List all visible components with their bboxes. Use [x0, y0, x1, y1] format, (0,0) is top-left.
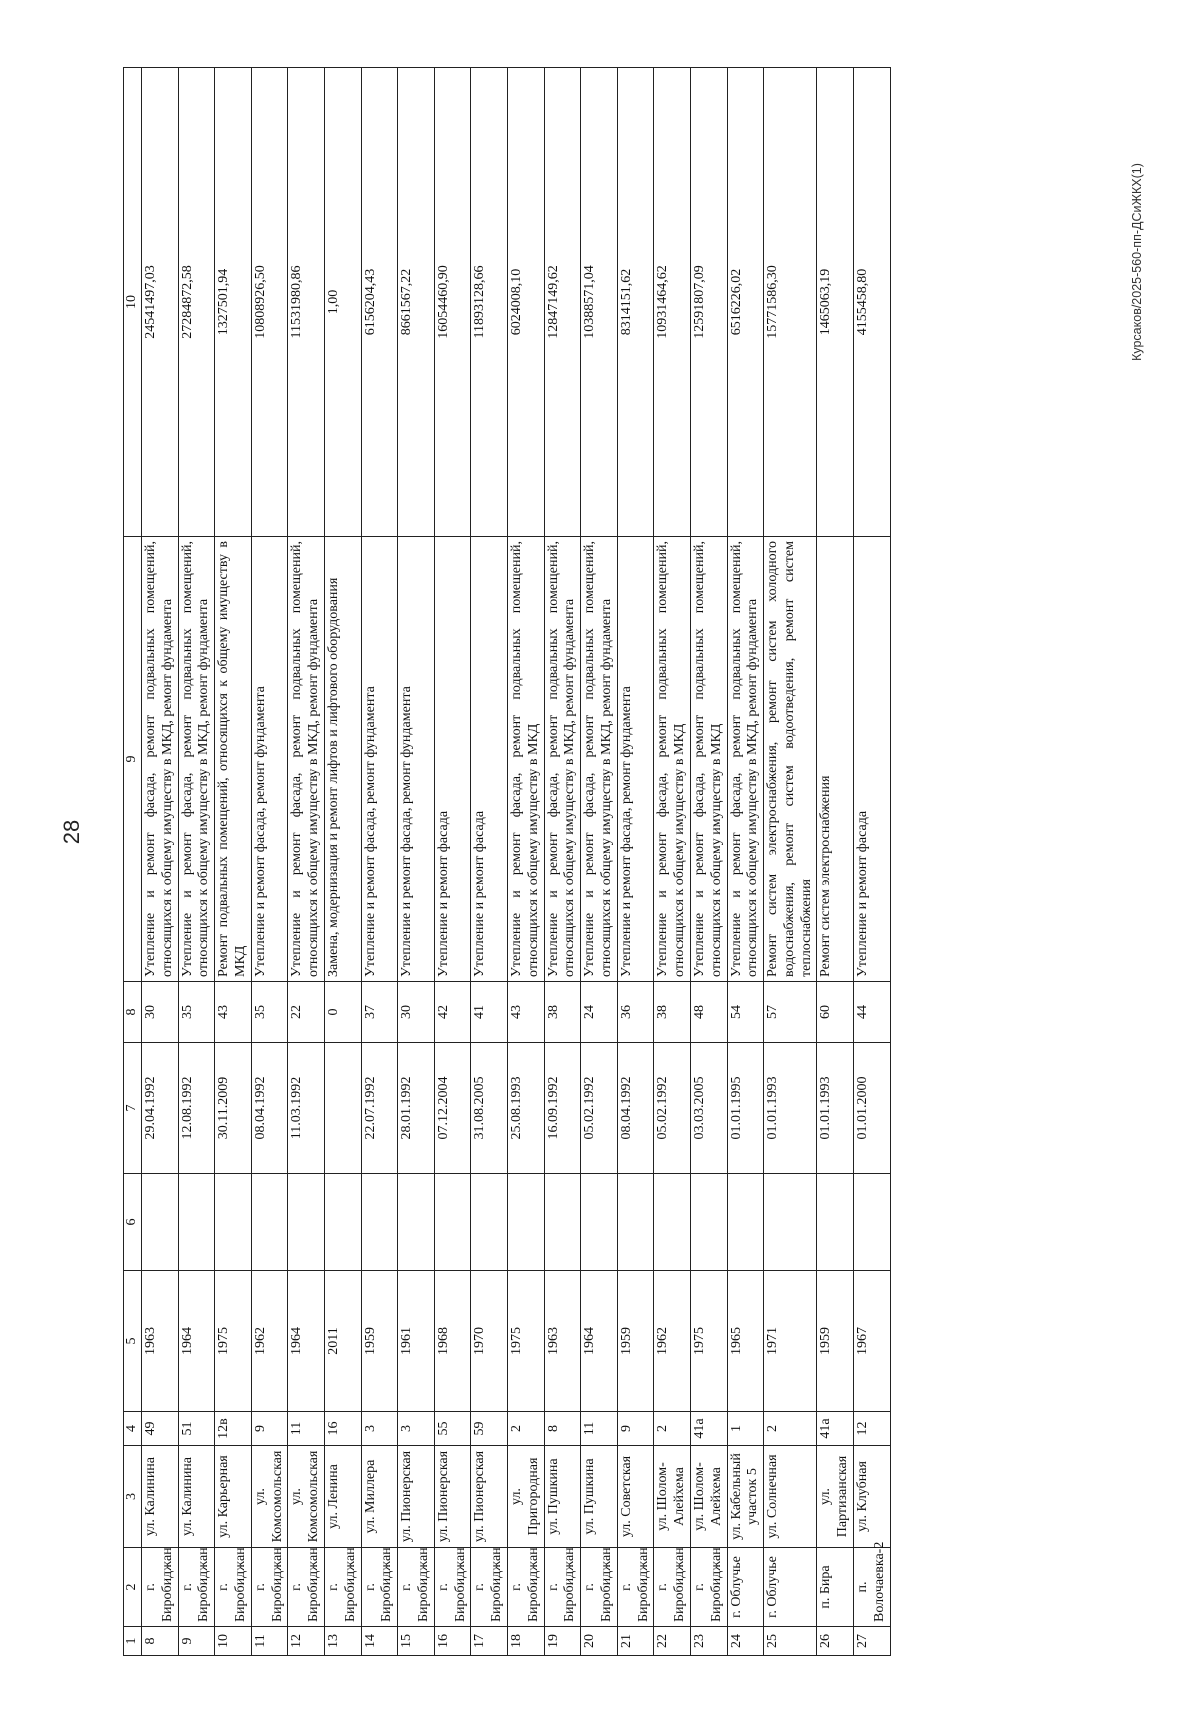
cell-settlement: г. Биробиджан [288, 1548, 325, 1627]
table-row [581, 68, 618, 1656]
cell-number: 11 [251, 1627, 288, 1656]
cell-sum: 24541497,03 [142, 68, 179, 537]
cell-date: 01.01.1993 [764, 1043, 817, 1174]
table-row [471, 68, 508, 1656]
cell-works: Утепление и ремонт фасада, ремонт подвальных помещений, относящихся к общему имуществу в МКД [654, 537, 691, 982]
cell-street: ул. Комсомольская [251, 1446, 288, 1548]
cell-works: Утепление и ремонт фасада, ремонт подвальных помещений, относящихся к общему имуществу в МКД, ремонт фундамента [288, 537, 325, 982]
cell-col8: 37 [361, 982, 398, 1043]
cell-house: 12 [854, 1412, 891, 1446]
cell-col6 [251, 1174, 288, 1271]
cell-sum: 11531980,86 [288, 68, 325, 537]
cell-works: Утепление и ремонт фасада [434, 537, 471, 982]
cell-date: 01.01.2000 [854, 1043, 891, 1174]
cell-col6 [142, 1174, 179, 1271]
table-body [142, 68, 891, 1656]
cell-col8: 24 [581, 982, 618, 1043]
cell-house: 12в [215, 1412, 252, 1446]
col-header: 2 [124, 1548, 142, 1627]
cell-sum: 4155458,80 [854, 68, 891, 537]
cell-sum: 10931464,62 [654, 68, 691, 537]
cell-number: 8 [142, 1627, 179, 1656]
cell-number: 10 [215, 1627, 252, 1656]
cell-street: ул. Советская [617, 1446, 654, 1548]
cell-street: ул. Миллера [361, 1446, 398, 1548]
cell-house: 3 [361, 1412, 398, 1446]
cell-works: Утепление и ремонт фасада, ремонт подвальных помещений, относящихся к общему имуществу в МКД [507, 537, 544, 982]
cell-street: ул. Кабельный участок 5 [727, 1446, 764, 1548]
cell-settlement: г. Облучье [727, 1548, 764, 1627]
table-row [617, 68, 654, 1656]
cell-date [324, 1043, 361, 1174]
cell-house: 11 [288, 1412, 325, 1446]
cell-col6 [434, 1174, 471, 1271]
cell-col6 [215, 1174, 252, 1271]
cell-street: ул. Карьерная [215, 1446, 252, 1548]
cell-date: 08.04.1992 [617, 1043, 654, 1174]
cell-number: 23 [690, 1627, 727, 1656]
col-header: 6 [124, 1174, 142, 1271]
cell-date: 22.07.1992 [361, 1043, 398, 1174]
cell-works: Ремонт подвальных помещений, относящихся к общему имуществу в МКД [215, 537, 252, 982]
cell-year: 1964 [178, 1271, 215, 1412]
cell-settlement: г. Облучье [764, 1548, 817, 1627]
cell-date: 30.11.2009 [215, 1043, 252, 1174]
cell-col6 [507, 1174, 544, 1271]
cell-street: ул. Пионерская [471, 1446, 508, 1548]
table-row [544, 68, 581, 1656]
cell-col8: 44 [854, 982, 891, 1043]
cell-settlement: г. Биробиджан [544, 1548, 581, 1627]
cell-settlement: г. Биробиджан [617, 1548, 654, 1627]
col-header: 10 [124, 68, 142, 537]
cell-col8: 30 [398, 982, 435, 1043]
cell-col8: 57 [764, 982, 817, 1043]
cell-year: 1971 [764, 1271, 817, 1412]
cell-year: 1975 [690, 1271, 727, 1412]
cell-street: ул. Пушкина [581, 1446, 618, 1548]
cell-house: 9 [251, 1412, 288, 1446]
col-header: 5 [124, 1271, 142, 1412]
cell-year: 1975 [215, 1271, 252, 1412]
cell-works: Утепление и ремонт фасада, ремонт подвальных помещений, относящихся к общему имуществу в МКД [690, 537, 727, 982]
cell-year: 1959 [361, 1271, 398, 1412]
cell-col6 [471, 1174, 508, 1271]
cell-works: Ремонт систем электроснабжения [817, 537, 854, 982]
table-row [764, 68, 817, 1656]
cell-date: 31.08.2005 [471, 1043, 508, 1174]
cell-street: ул. Солнечная [764, 1446, 817, 1548]
cell-street: ул. Калинина [178, 1446, 215, 1548]
table-row [288, 68, 325, 1656]
cell-date: 01.01.1995 [727, 1043, 764, 1174]
cell-sum: 6156204,43 [361, 68, 398, 537]
cell-street: ул. Шолом-Алейхема [690, 1446, 727, 1548]
cell-works: Утепление и ремонт фасада, ремонт подвальных помещений, относящихся к общему имуществу в МКД, ремонт фундамента [178, 537, 215, 982]
cell-year: 1970 [471, 1271, 508, 1412]
cell-sum: 8661567,22 [398, 68, 435, 537]
cell-works: Утепление и ремонт фасада, ремонт фундамента [398, 537, 435, 982]
col-header: 7 [124, 1043, 142, 1174]
cell-street: ул. Пионерская [398, 1446, 435, 1548]
cell-col6 [854, 1174, 891, 1271]
table-row [178, 68, 215, 1656]
cell-date: 01.01.1993 [817, 1043, 854, 1174]
cell-sum: 10808926,50 [251, 68, 288, 537]
cell-number: 15 [398, 1627, 435, 1656]
cell-date: 12.08.1992 [178, 1043, 215, 1174]
cell-col6 [288, 1174, 325, 1271]
cell-col6 [544, 1174, 581, 1271]
cell-number: 27 [854, 1627, 891, 1656]
cell-year: 1961 [398, 1271, 435, 1412]
cell-street: ул. Комсомольская [288, 1446, 325, 1548]
cell-sum: 6024008,10 [507, 68, 544, 537]
cell-settlement: г. Биробиджан [178, 1548, 215, 1627]
rotated-table-container [123, 68, 1069, 1656]
cell-works: Утепление и ремонт фасада [471, 537, 508, 982]
cell-street: ул. Клубная [854, 1446, 891, 1548]
cell-number: 24 [727, 1627, 764, 1656]
cell-house: 59 [471, 1412, 508, 1446]
cell-settlement: г. Биробиджан [434, 1548, 471, 1627]
cell-date: 03.03.2005 [690, 1043, 727, 1174]
cell-number: 22 [654, 1627, 691, 1656]
cell-number: 20 [581, 1627, 618, 1656]
cell-sum: 1465063,19 [817, 68, 854, 537]
cell-house: 9 [617, 1412, 654, 1446]
col-header: 1 [124, 1627, 142, 1656]
cell-works: Утепление и ремонт фасада, ремонт фундамента [617, 537, 654, 982]
cell-col8: 0 [324, 982, 361, 1043]
cell-date: 25.08.1993 [507, 1043, 544, 1174]
cell-number: 13 [324, 1627, 361, 1656]
cell-works: Утепление и ремонт фасада, ремонт подвальных помещений, относящихся к общему имуществу в МКД, ремонт фундамента [544, 537, 581, 982]
cell-settlement: г. Биробиджан [398, 1548, 435, 1627]
table-row [215, 68, 252, 1656]
cell-sum: 27284872,58 [178, 68, 215, 537]
cell-street: ул. Пушкина [544, 1446, 581, 1548]
cell-number: 25 [764, 1627, 817, 1656]
cell-street: ул. Калинина [142, 1446, 179, 1548]
cell-year: 1964 [288, 1271, 325, 1412]
cell-col8: 48 [690, 982, 727, 1043]
cell-col8: 35 [251, 982, 288, 1043]
page-number: 28 [59, 819, 84, 845]
cell-year: 1967 [854, 1271, 891, 1412]
cell-house: 55 [434, 1412, 471, 1446]
table-row [817, 68, 854, 1656]
cell-sum: 8314151,62 [617, 68, 654, 537]
cell-house: 2 [764, 1412, 817, 1446]
cell-col8: 60 [817, 982, 854, 1043]
cell-year: 2011 [324, 1271, 361, 1412]
cell-number: 17 [471, 1627, 508, 1656]
cell-settlement: г. Биробиджан [251, 1548, 288, 1627]
cell-sum: 15771586,30 [764, 68, 817, 537]
cell-works: Утепление и ремонт фасада [854, 537, 891, 982]
cell-settlement: г. Биробиджан [690, 1548, 727, 1627]
cell-works: Утепление и ремонт фасада, ремонт фундамента [251, 537, 288, 982]
cell-year: 1963 [544, 1271, 581, 1412]
table-row [690, 68, 727, 1656]
cell-street: ул. Ленина [324, 1446, 361, 1548]
table-row [142, 68, 179, 1656]
cell-number: 14 [361, 1627, 398, 1656]
cell-col8: 22 [288, 982, 325, 1043]
cell-house: 1 [727, 1412, 764, 1446]
cell-works: Утепление и ремонт фасада, ремонт подвальных помещений, относящихся к общему имуществу в МКД, ремонт фундамента [727, 537, 764, 982]
document-code: Курсаков/2025-560-пп-ДСиЖКХ(1) [1130, 163, 1144, 361]
table-row [434, 68, 471, 1656]
cell-settlement: г. Биробиджан [142, 1548, 179, 1627]
cell-year: 1964 [581, 1271, 618, 1412]
cell-date: 05.02.1992 [581, 1043, 618, 1174]
cell-col6 [178, 1174, 215, 1271]
table-row [251, 68, 288, 1656]
cell-date: 28.01.1992 [398, 1043, 435, 1174]
cell-settlement: г. Биробиджан [507, 1548, 544, 1627]
cell-house: 8 [544, 1412, 581, 1446]
cell-number: 16 [434, 1627, 471, 1656]
cell-date: 07.12.2004 [434, 1043, 471, 1174]
cell-col8: 38 [544, 982, 581, 1043]
cell-col6 [581, 1174, 618, 1271]
cell-settlement: г. Биробиджан [215, 1548, 252, 1627]
table-row [654, 68, 691, 1656]
cell-year: 1975 [507, 1271, 544, 1412]
cell-number: 12 [288, 1627, 325, 1656]
cell-date: 08.04.1992 [251, 1043, 288, 1174]
cell-number: 18 [507, 1627, 544, 1656]
cell-house: 16 [324, 1412, 361, 1446]
housing-repair-table [123, 67, 891, 1656]
cell-settlement: п. Волочаевка-2 [854, 1548, 891, 1627]
table-row [398, 68, 435, 1656]
cell-house: 3 [398, 1412, 435, 1446]
cell-settlement: г. Биробиджан [654, 1548, 691, 1627]
cell-works: Замена, модернизация и ремонт лифтов и лифтового оборудования [324, 537, 361, 982]
cell-col6 [727, 1174, 764, 1271]
cell-col8: 42 [434, 982, 471, 1043]
cell-sum: 11893128,66 [471, 68, 508, 537]
cell-street: ул. Шолом-Алейхема [654, 1446, 691, 1548]
cell-year: 1959 [817, 1271, 854, 1412]
cell-house: 2 [654, 1412, 691, 1446]
cell-sum: 12591807,09 [690, 68, 727, 537]
cell-street: ул. Партизанская [817, 1446, 854, 1548]
cell-street: ул. Пионерская [434, 1446, 471, 1548]
cell-number: 21 [617, 1627, 654, 1656]
cell-col6 [690, 1174, 727, 1271]
cell-house: 49 [142, 1412, 179, 1446]
table-row [727, 68, 764, 1656]
cell-col6 [361, 1174, 398, 1271]
cell-col8: 41 [471, 982, 508, 1043]
cell-col8: 36 [617, 982, 654, 1043]
cell-sum: 16054460,90 [434, 68, 471, 537]
table-row [361, 68, 398, 1656]
cell-house: 41а [817, 1412, 854, 1446]
cell-col8: 54 [727, 982, 764, 1043]
table-row [324, 68, 361, 1656]
table-row [507, 68, 544, 1656]
cell-col8: 35 [178, 982, 215, 1043]
cell-date: 16.09.1992 [544, 1043, 581, 1174]
cell-sum: 1327501,94 [215, 68, 252, 537]
col-header: 8 [124, 982, 142, 1043]
cell-house: 51 [178, 1412, 215, 1446]
cell-col6 [398, 1174, 435, 1271]
cell-works: Ремонт систем электроснабжения, ремонт систем холодного водоснабжения, ремонт систем водоотведения, ремонт систем теплоснабжения [764, 537, 817, 982]
col-header: 4 [124, 1412, 142, 1446]
cell-house: 2 [507, 1412, 544, 1446]
cell-street: ул. Пригородная [507, 1446, 544, 1548]
cell-settlement: п. Бира [817, 1548, 854, 1627]
table-row [854, 68, 891, 1656]
cell-col6 [324, 1174, 361, 1271]
cell-house: 11 [581, 1412, 618, 1446]
cell-date: 11.03.1992 [288, 1043, 325, 1174]
cell-number: 19 [544, 1627, 581, 1656]
cell-col8: 43 [507, 982, 544, 1043]
cell-date: 05.02.1992 [654, 1043, 691, 1174]
cell-works: Утепление и ремонт фасада, ремонт подвальных помещений, относящихся к общему имуществу в МКД, ремонт фундамента [142, 537, 179, 982]
cell-year: 1962 [251, 1271, 288, 1412]
cell-date: 29.04.1992 [142, 1043, 179, 1174]
header-row [124, 68, 142, 1656]
cell-col6 [654, 1174, 691, 1271]
cell-year: 1962 [654, 1271, 691, 1412]
cell-settlement: г. Биробиджан [581, 1548, 618, 1627]
cell-col8: 43 [215, 982, 252, 1043]
cell-col8: 30 [142, 982, 179, 1043]
col-header: 9 [124, 537, 142, 982]
cell-year: 1959 [617, 1271, 654, 1412]
cell-col6 [764, 1174, 817, 1271]
cell-sum: 12847149,62 [544, 68, 581, 537]
cell-house: 41а [690, 1412, 727, 1446]
cell-sum: 1,00 [324, 68, 361, 537]
cell-year: 1963 [142, 1271, 179, 1412]
cell-col6 [817, 1174, 854, 1271]
cell-settlement: г. Биробиджан [471, 1548, 508, 1627]
cell-sum: 6516226,02 [727, 68, 764, 537]
cell-col8: 38 [654, 982, 691, 1043]
cell-sum: 10388571,04 [581, 68, 618, 537]
cell-col6 [617, 1174, 654, 1271]
cell-works: Утепление и ремонт фасада, ремонт фундамента [361, 537, 398, 982]
col-header: 3 [124, 1446, 142, 1548]
cell-settlement: г. Биробиджан [324, 1548, 361, 1627]
cell-number: 9 [178, 1627, 215, 1656]
cell-works: Утепление и ремонт фасада, ремонт подвальных помещений, относящихся к общему имуществу в МКД, ремонт фундамента [581, 537, 618, 982]
cell-year: 1965 [727, 1271, 764, 1412]
cell-year: 1968 [434, 1271, 471, 1412]
cell-settlement: г. Биробиджан [361, 1548, 398, 1627]
cell-number: 26 [817, 1627, 854, 1656]
